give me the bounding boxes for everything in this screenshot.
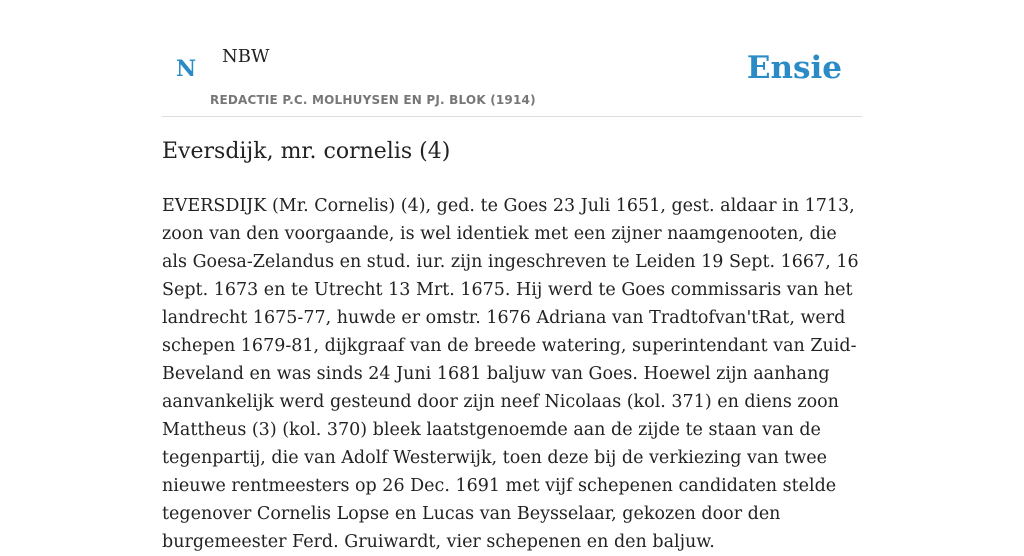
article-body: EVERSDIJK (Mr. Cornelis) (4), ged. te Goes 23 Juli 1651, gest. aldaar in 1713, zoon van den voorgaande, is wel identiek met een zijner naamgenooten, die als Goesa-Zelandus en stud. iur. zijn ingeschreven te Leiden 19 Sept. 1667, 16 Sept. 1673 en te Utrecht 13 Mrt. 1675. Hij werd te Goes commissaris van het landrecht 1675-77, huwde er omstr. 1676 Adriana van Tradtofvan'tRat, werd schepen 1679-81, dijkgraaf van de breede watering, superintendant van Zuid-Beveland en was sinds 24 Juni 1681 baljuw van Goes. Hoewel zijn aanhang aanvankelijk werd gesteund door zijn neef Nicolaas (kol. 371) en diens zoon Mattheus (3) (kol. 370) bleek laatstgenoemde aan de zijde te staan van de tegenpartij, die van Adolf Westerwijk, toen deze bij de verkiezing van twee nieuwe rentmeesters op 26 Dec. 1691 met vijf schepenen candidaten stelde tegenover Cornelis Lopse en Lucas van Beysselaar, gekozen door den burgemeester Ferd. Gruiwardt, vier schepenen en den baljuw. [162,196,859,552]
source-editors: REDACTIE P.C. MOLHUYSEN EN PJ. BLOK (1914) [210,93,536,107]
source-logo[interactable]: N [176,56,197,82]
source-name[interactable]: NBW [222,46,270,67]
brand-logo[interactable]: Ensie [746,50,842,86]
site-header [162,0,862,117]
article-title: Eversdijk, mr. cornelis (4) [162,139,451,164]
